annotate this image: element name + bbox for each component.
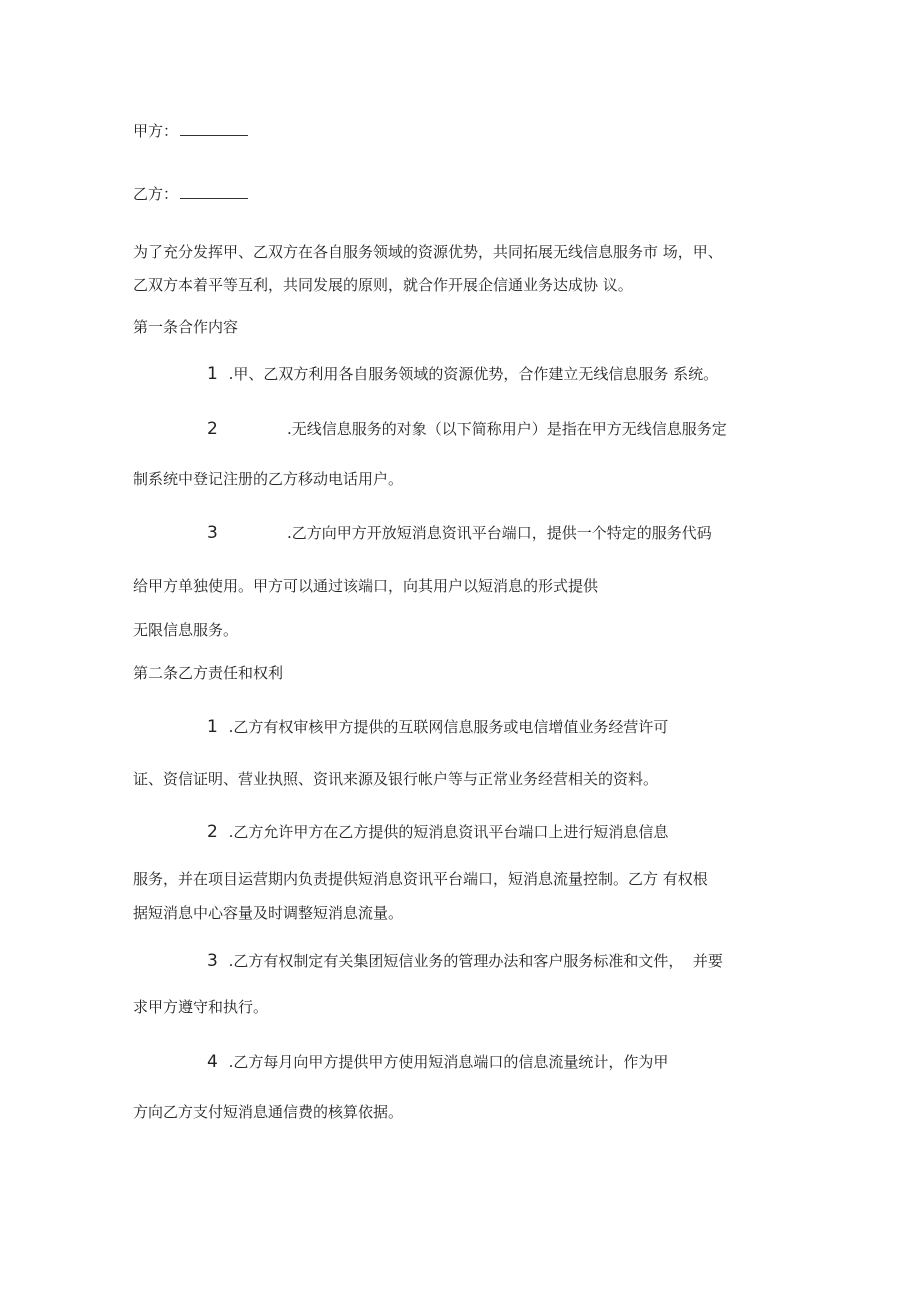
party-a-label: 甲方： (133, 122, 179, 140)
article-2-item-2-cont-2: 据短消息中心容量及时调整短消息流量。 (133, 904, 404, 922)
item-text: .乙方有权制定有关集团短信业务的管理办法和客户服务标准和文件， 并要 (228, 952, 723, 970)
intro-line-1: 为了充分发挥甲、乙双方在各自服务领域的资源优势，共同拓展无线信息服务市 场，甲、 (133, 243, 723, 261)
article-1-item-3-cont-1: 给甲方单独使用。甲方可以通过该端口，向其用户以短消息的形式提供 (133, 577, 599, 595)
party-b-line (133, 184, 248, 204)
article-1-item-2 (207, 419, 727, 439)
item-text: .无线信息服务的对象（以下简称用户）是指在甲方无线信息服务定 (287, 420, 727, 438)
article-1-title: 第一条合作内容 (133, 318, 239, 336)
article-2-item-2 (207, 822, 668, 842)
item-number: 1 (207, 364, 218, 384)
item-number: 3 (207, 523, 218, 543)
item-number: 3 (207, 951, 218, 971)
party-b-label: 乙方： (133, 185, 179, 203)
article-1-item-1 (207, 364, 718, 384)
article-2-title: 第二条乙方责任和权利 (133, 664, 284, 682)
article-2-item-2-cont-1: 服务，并在项目运营期内负责提供短消息资讯平台端口，短消息流量控制。乙方 有权根 (133, 870, 708, 888)
article-2-item-3 (207, 951, 723, 971)
article-2-item-4-cont: 方向乙方支付短消息通信费的核算依据。 (133, 1103, 404, 1121)
item-text: .乙方有权审核甲方提供的互联网信息服务或电信增值业务经营许可 (228, 718, 669, 736)
article-1-item-3 (207, 523, 712, 543)
item-text: .乙方向甲方开放短消息资讯平台端口，提供一个特定的服务代码 (287, 524, 712, 542)
intro-line-2: 乙双方本着平等互利，共同发展的原则，就合作开展企信通业务达成协 议。 (133, 276, 633, 294)
article-2-item-4 (207, 1052, 668, 1072)
article-1-item-2-cont: 制系统中登记注册的乙方移动电话用户。 (133, 470, 404, 488)
article-1-item-3-cont-2: 无限信息服务。 (133, 621, 239, 639)
item-number: 4 (207, 1052, 218, 1072)
item-number: 2 (207, 419, 218, 439)
item-number: 2 (207, 822, 218, 842)
party-a-line (133, 121, 248, 141)
item-number: 1 (207, 717, 218, 737)
item-text: .甲、乙双方利用各自服务领域的资源优势，合作建立无线信息服务 系统。 (228, 365, 719, 383)
item-text: .乙方每月向甲方提供甲方使用短消息端口的信息流量统计，作为甲 (228, 1053, 669, 1071)
article-2-item-1 (207, 717, 668, 737)
party-a-blank[interactable] (180, 123, 248, 136)
party-b-blank[interactable] (180, 186, 248, 199)
article-2-item-3-cont: 求甲方遵守和执行。 (133, 998, 269, 1016)
item-text: .乙方允许甲方在乙方提供的短消息资讯平台端口上进行短消息信息 (228, 823, 669, 841)
article-2-item-1-cont: 证、资信证明、营业执照、资讯来源及银行帐户等与正常业务经营相关的资料。 (133, 770, 659, 788)
